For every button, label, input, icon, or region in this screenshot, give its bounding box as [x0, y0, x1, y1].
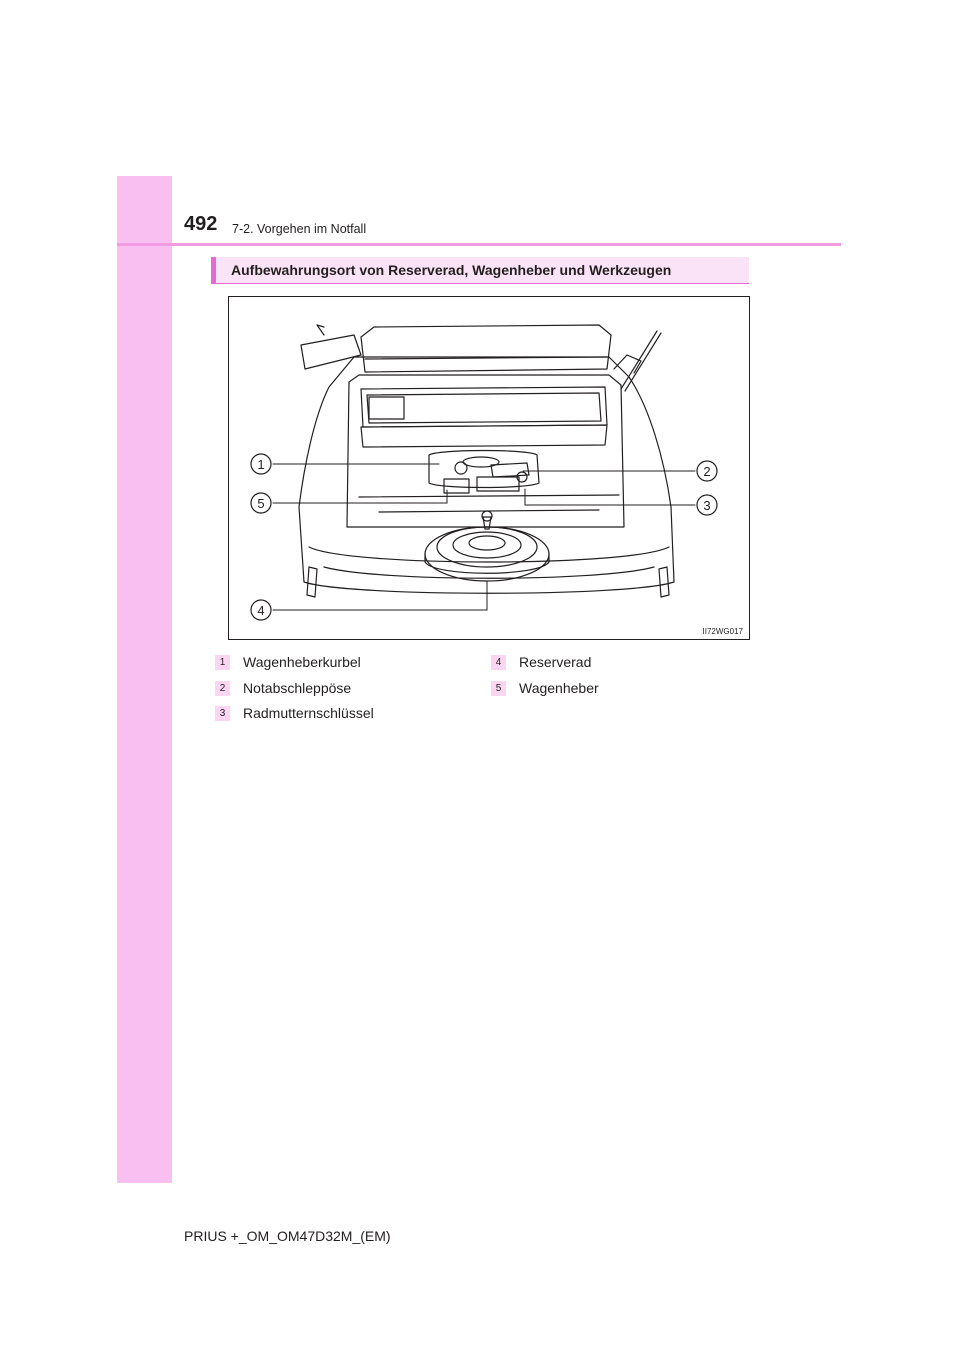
callout-label-5: 5: [257, 496, 265, 511]
callout-label-3: 3: [703, 498, 711, 513]
side-tab-strip: [117, 176, 172, 1183]
figure-code: II72WG017: [702, 627, 743, 636]
legend-number: 2: [215, 681, 230, 696]
legend-label: Notabschleppöse: [243, 680, 352, 696]
section-heading: [211, 257, 749, 283]
section-title: 7-2. Vorgehen im Notfall: [232, 222, 367, 236]
callout-label-1: 1: [257, 457, 265, 472]
header-rule: [117, 243, 841, 246]
legend-number: 1: [215, 655, 230, 670]
callout-label-4: 4: [257, 603, 265, 618]
legend-label: Wagenheberkurbel: [243, 654, 361, 670]
callout-label-2: 2: [703, 464, 711, 479]
footer-document-code: PRIUS +_OM_OM47D32M_(EM): [184, 1228, 391, 1244]
legend-label: Reserverad: [519, 654, 592, 670]
heading-rule: [211, 283, 749, 284]
car-trunk-illustration: [229, 297, 749, 639]
legend-number: 5: [491, 681, 506, 696]
luggage-compartment-figure: [228, 296, 750, 640]
legend-number: 4: [491, 655, 506, 670]
section-heading-text: Aufbewahrungsort von Reserverad, Wagenheber und Werkzeugen: [231, 262, 672, 278]
legend-label: Wagenheber: [519, 680, 599, 696]
legend-number: 3: [215, 706, 230, 721]
legend-label: Radmutternschlüssel: [243, 705, 374, 721]
page-number: 492: [184, 213, 218, 235]
